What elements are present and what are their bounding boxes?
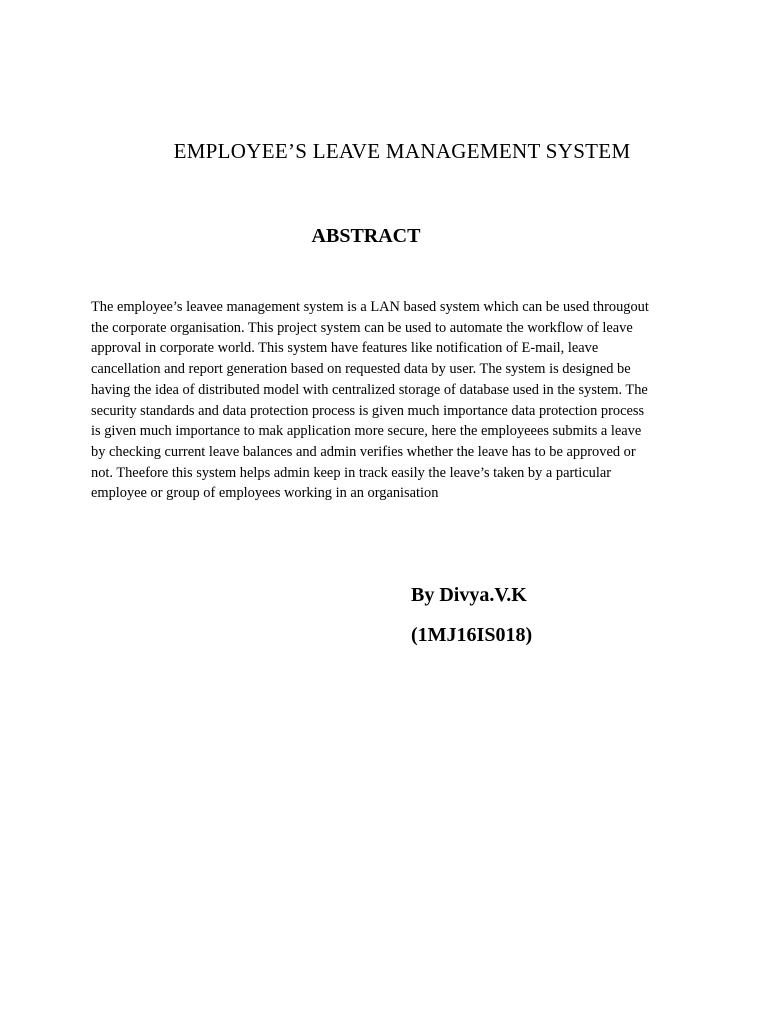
author-name: By Divya.V.K [411,584,527,606]
abstract-line: the corporate organisation. This project system can be used to automate the workflow of leave [91,319,633,336]
abstract-line: approval in corporate world. This system have features like notification of E-mail, leave [91,340,599,357]
abstract-line: cancellation and report generation based on requested data by user. The system is designed be [91,361,631,378]
abstract-heading: ABSTRACT [311,225,421,247]
abstract-line: The employee’s leavee management system is a LAN based system which can be used througout [91,299,649,315]
abstract-line: security standards and data protection process is given much importance data protection process [91,402,645,419]
abstract-line: by checking current leave balances and admin verifies whether the leave has to be approved or [91,443,636,460]
abstract-line: having the idea of distributed model with centralized storage of database used in the system. The [91,381,648,398]
author-usn: (1MJ16IS018) [411,624,533,646]
document-title: EMPLOYEE’S LEAVE MANAGEMENT SYSTEM [173,139,631,163]
abstract-body [91,297,691,504]
abstract-line: employee or group of employees working in an organisation [91,485,439,502]
abstract-line: is given much importance to mak application more secure, here the employeees submits a leave [91,423,642,440]
abstract-line: not. Theefore this system helps admin keep in track easily the leave’s taken by a particular [91,464,612,481]
